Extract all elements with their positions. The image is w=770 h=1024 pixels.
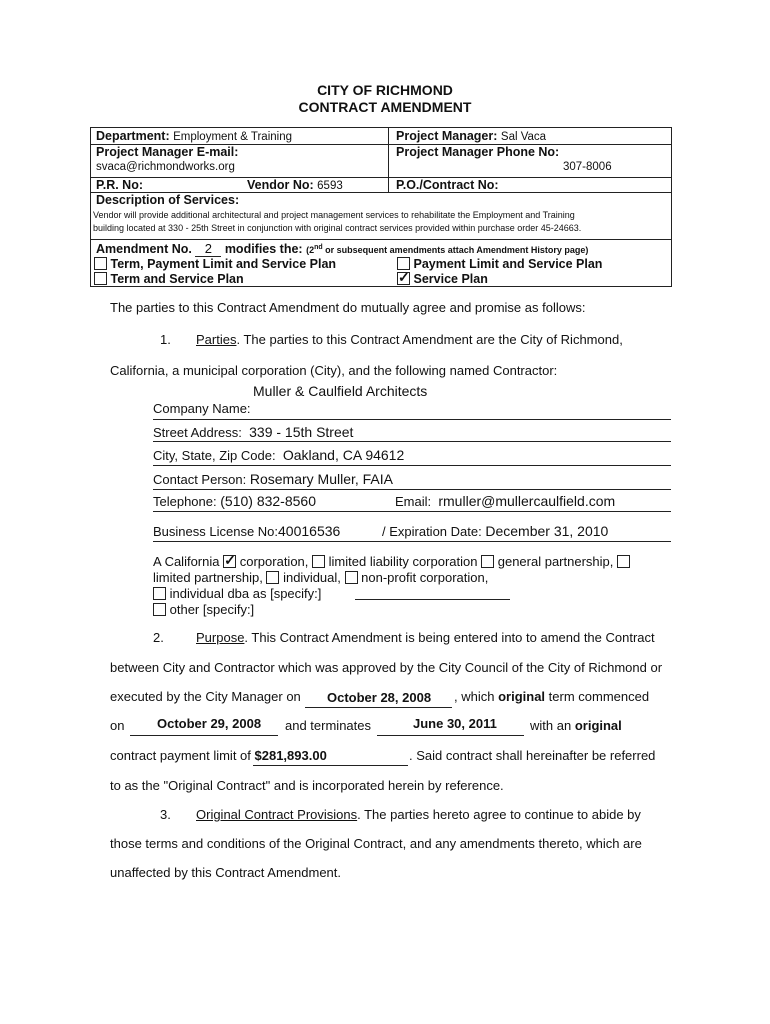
vendor-number-field: Vendor No: 6593 xyxy=(247,178,343,192)
entity-type-row-3: individual dba as [specify:] xyxy=(153,586,321,601)
section-2-line-3a: executed by the City Manager on xyxy=(110,689,301,704)
section-3-line-2: those terms and conditions of the Original Contract, and any amendments thereto, which are xyxy=(110,836,642,851)
amendment-note: (2nd or subsequent amendments attach Amendment History page) xyxy=(306,244,589,255)
payment-limit-amount: $281,893.00 xyxy=(254,748,327,763)
section-2-on: on xyxy=(110,718,125,733)
checkbox-empty-icon[interactable] xyxy=(312,555,325,568)
expiration-date-field: / Expiration Date: December 31, 2010 xyxy=(382,523,609,539)
pr-number-label: P.R. No: xyxy=(96,178,143,192)
commencement-date: October 29, 2008 xyxy=(157,716,262,731)
checkbox-empty-icon[interactable] xyxy=(153,587,166,600)
section-2-terminates: and terminates xyxy=(285,718,371,733)
entity-type-row-1: A California ✓ corporation, limited liability corporation general partnership, xyxy=(153,554,630,569)
checkbox-empty-icon[interactable] xyxy=(481,555,494,568)
option-service-plan[interactable]: ✓ Service Plan xyxy=(397,272,488,286)
telephone-field: Telephone: (510) 832-8560 xyxy=(153,493,316,509)
company-name-value: Muller & Caulfield Architects xyxy=(253,383,428,399)
section-2-number: 2. xyxy=(153,630,164,645)
description-line-2: building located at 330 - 25th Street in conjunction with original contract services provided within purchase order 45-24663. xyxy=(93,223,582,233)
checkbox-checked-icon[interactable] xyxy=(223,555,236,568)
section-1-line-2: California, a municipal corporation (City), and the following named Contractor: xyxy=(110,363,558,378)
document-title: CONTRACT AMENDMENT xyxy=(298,99,472,115)
checkbox-empty-icon[interactable] xyxy=(617,555,630,568)
business-license-field: Business License No:40016536 xyxy=(153,523,341,539)
intro-text: The parties to this Contract Amendment do mutually agree and promise as follows: xyxy=(110,300,586,315)
checkbox-checked-icon[interactable] xyxy=(397,272,410,285)
company-name-label: Company Name: xyxy=(153,401,251,416)
checkbox-empty-icon[interactable] xyxy=(266,571,279,584)
po-contract-label: P.O./Contract No: xyxy=(396,178,499,192)
section-2-line-5b: . Said contract shall hereinafter be referred xyxy=(409,748,656,763)
checkbox-empty-icon[interactable] xyxy=(153,603,166,616)
section-3-text: Original Contract Provisions. The parties hereto agree to continue to abide by xyxy=(196,807,641,822)
option-payment-service[interactable]: Payment Limit and Service Plan xyxy=(397,257,602,271)
approval-date: October 28, 2008 xyxy=(327,690,432,705)
pm-phone-value: 307-8006 xyxy=(563,161,612,173)
amendment-line: Amendment No. 2 modifies the: (2nd or subsequent amendments attach Amendment History page) xyxy=(96,241,589,256)
option-term-service[interactable]: Term and Service Plan xyxy=(94,272,244,286)
contact-person-field: Contact Person: Rosemary Muller, FAIA xyxy=(153,471,393,487)
department-field: Department: Employment & Training xyxy=(96,129,292,143)
section-2-line-2: between City and Contractor which was approved by the City Council of the City of Richmond or xyxy=(110,660,663,675)
pm-email-label: Project Manager E-mail: xyxy=(96,145,239,159)
checkbox-empty-icon[interactable] xyxy=(94,257,107,270)
termination-date: June 30, 2011 xyxy=(413,716,497,731)
description-line-1: Vendor will provide additional architectural and project management services to rehabilitate the Employment and Training xyxy=(93,210,575,220)
entity-type-row-2: limited partnership, individual, non-profit corporation, xyxy=(153,570,489,585)
city-state-zip-field: City, State, Zip Code: Oakland, CA 94612 xyxy=(153,447,405,463)
amendment-number: 2 xyxy=(195,241,221,257)
section-1-text: Parties. The parties to this Contract Amendment are the City of Richmond, xyxy=(196,332,623,347)
street-address-field: Street Address: 339 - 15th Street xyxy=(153,424,354,440)
contract-info-table xyxy=(90,127,672,287)
section-2-with-original: with an original xyxy=(530,718,622,733)
checkbox-empty-icon[interactable] xyxy=(94,272,107,285)
section-2-line-5a: contract payment limit of $281,893.00 xyxy=(110,748,327,763)
pm-phone-label: Project Manager Phone No: xyxy=(396,145,560,159)
section-2-line-6: to as the "Original Contract" and is incorporated herein by reference. xyxy=(110,778,504,793)
checkbox-empty-icon[interactable] xyxy=(345,571,358,584)
option-term-payment-service[interactable]: Term, Payment Limit and Service Plan xyxy=(94,257,336,271)
section-3-number: 3. xyxy=(160,807,171,822)
email-field: Email: rmuller@mullercaulfield.com xyxy=(395,493,616,509)
pm-email-value: svaca@richmondworks.org xyxy=(96,161,235,173)
section-2-line-3b: , which original term commenced xyxy=(454,689,650,704)
city-title: CITY OF RICHMOND xyxy=(317,82,453,98)
entity-type-row-4: other [specify:] xyxy=(153,602,254,617)
description-label: Description of Services: xyxy=(96,193,240,207)
section-1-number: 1. xyxy=(160,332,171,347)
section-3-line-3: unaffected by this Contract Amendment. xyxy=(110,865,342,880)
project-manager-field: Project Manager: Sal Vaca xyxy=(396,129,547,143)
section-2-text: Purpose. This Contract Amendment is being entered into to amend the Contract xyxy=(196,630,655,645)
